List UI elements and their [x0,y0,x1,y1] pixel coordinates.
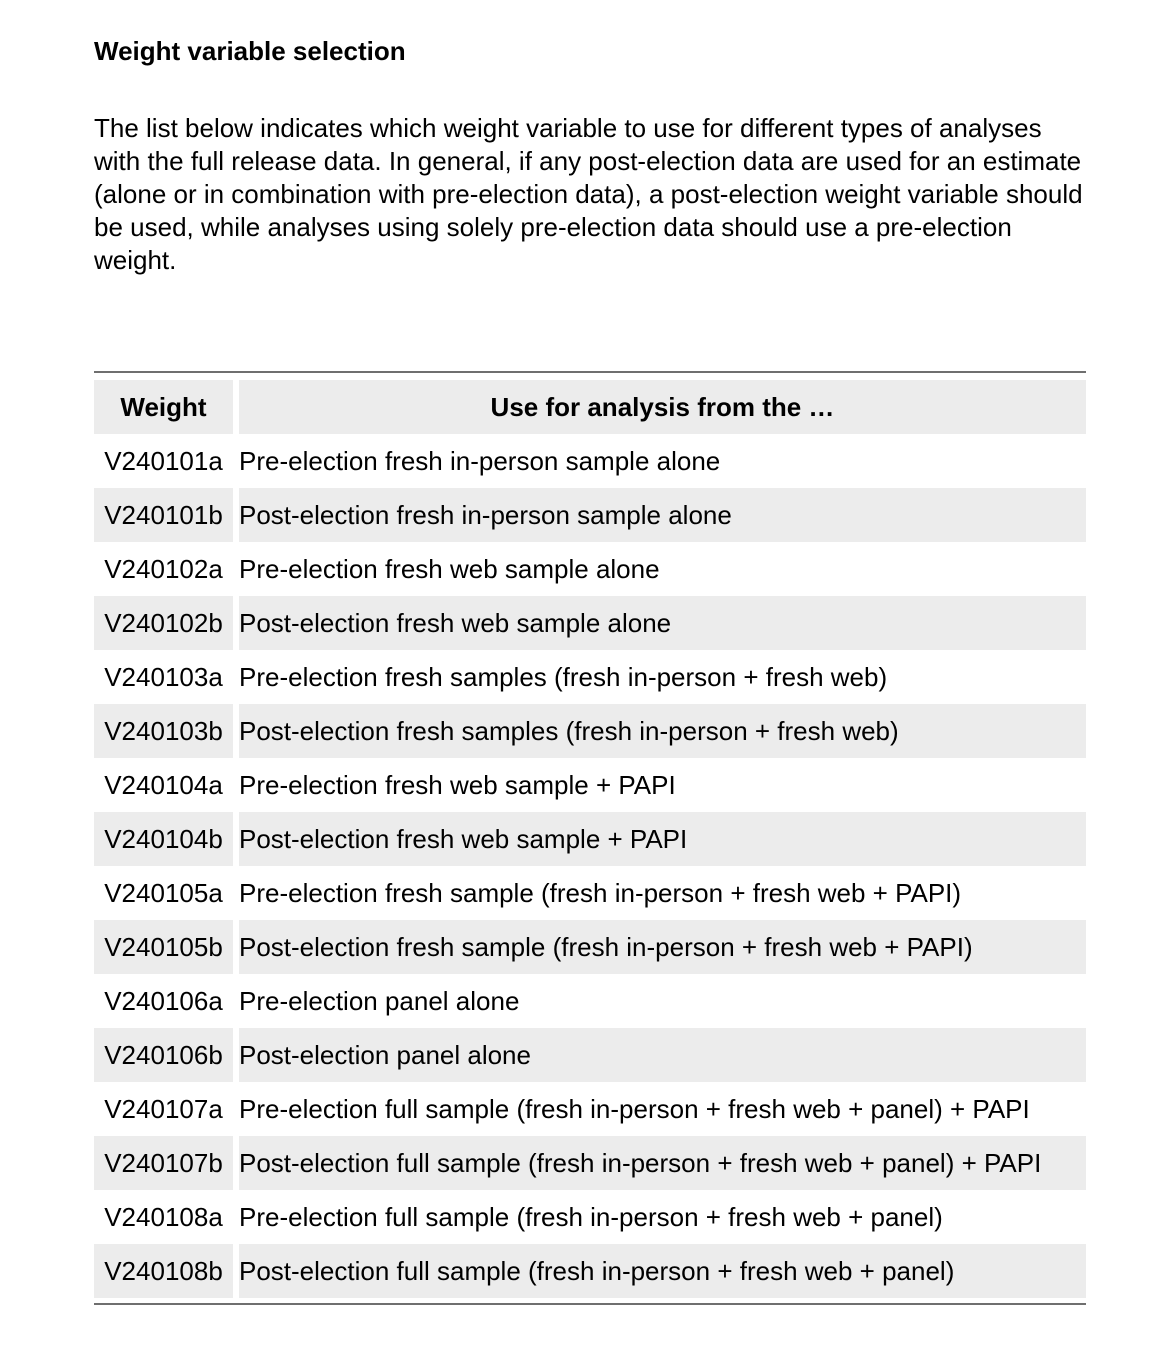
table-row [94,812,1086,866]
use-cell: Post-election fresh samples (fresh in-person + fresh web) [236,704,1086,758]
use-cell: Pre-election fresh in-person sample alone [236,434,1086,488]
weight-cell: V240103b [94,704,236,758]
table-row [94,1244,1086,1298]
weight-cell: V240104a [94,758,236,812]
use-cell: Pre-election fresh samples (fresh in-person + fresh web) [236,650,1086,704]
table-header-row [94,380,1086,434]
use-cell: Post-election fresh web sample + PAPI [236,812,1086,866]
column-header-use: Use for analysis from the … [236,380,1086,434]
table-row [94,866,1086,920]
use-cell: Pre-election full sample (fresh in-person + fresh web + panel) [236,1190,1086,1244]
use-cell: Post-election full sample (fresh in-person + fresh web + panel) [236,1244,1086,1298]
use-cell: Post-election fresh web sample alone [236,596,1086,650]
weight-cell: V240108b [94,1244,236,1298]
table-row [94,596,1086,650]
table-row [94,920,1086,974]
intro-paragraph: The list below indicates which weight variable to use for different types of analyses with the full release data. In general, if any post-election data are used for an estimate (alone or in combination with pre-election data), a post-election weight variable should be used, while analyses using solely pre-election data should use a pre-election weight. [94,113,1083,275]
table-row [94,1136,1086,1190]
use-cell: Pre-election fresh sample (fresh in-person + fresh web + PAPI) [236,866,1086,920]
table-row [94,488,1086,542]
use-cell: Pre-election full sample (fresh in-person + fresh web + panel) + PAPI [236,1082,1086,1136]
weight-cell: V240104b [94,812,236,866]
weights-table-container [94,371,1086,1305]
use-cell: Post-election fresh in-person sample alone [236,488,1086,542]
weight-cell: V240107b [94,1136,236,1190]
weight-cell: V240101a [94,434,236,488]
weight-cell: V240101b [94,488,236,542]
use-cell: Pre-election panel alone [236,974,1086,1028]
use-cell: Post-election panel alone [236,1028,1086,1082]
column-header-weight: Weight [94,380,236,434]
weight-cell: V240105b [94,920,236,974]
weight-cell: V240107a [94,1082,236,1136]
use-cell: Pre-election fresh web sample alone [236,542,1086,596]
table-header [94,380,1086,434]
table-row [94,1028,1086,1082]
table-row [94,542,1086,596]
table-row [94,1190,1086,1244]
weights-table [94,380,1086,1298]
use-cell: Post-election full sample (fresh in-person + fresh web + panel) + PAPI [236,1136,1086,1190]
table-row [94,758,1086,812]
weight-cell: V240103a [94,650,236,704]
page-title: Weight variable selection [94,36,406,66]
table-row [94,650,1086,704]
table-row [94,1082,1086,1136]
use-cell: Post-election fresh sample (fresh in-person + fresh web + PAPI) [236,920,1086,974]
weight-cell: V240108a [94,1190,236,1244]
use-cell: Pre-election fresh web sample + PAPI [236,758,1086,812]
weight-cell: V240102a [94,542,236,596]
table-row [94,974,1086,1028]
weight-cell: V240106b [94,1028,236,1082]
weight-cell: V240105a [94,866,236,920]
weight-cell: V240102b [94,596,236,650]
weight-cell: V240106a [94,974,236,1028]
table-row [94,704,1086,758]
table-row [94,434,1086,488]
table-body [94,434,1086,1298]
